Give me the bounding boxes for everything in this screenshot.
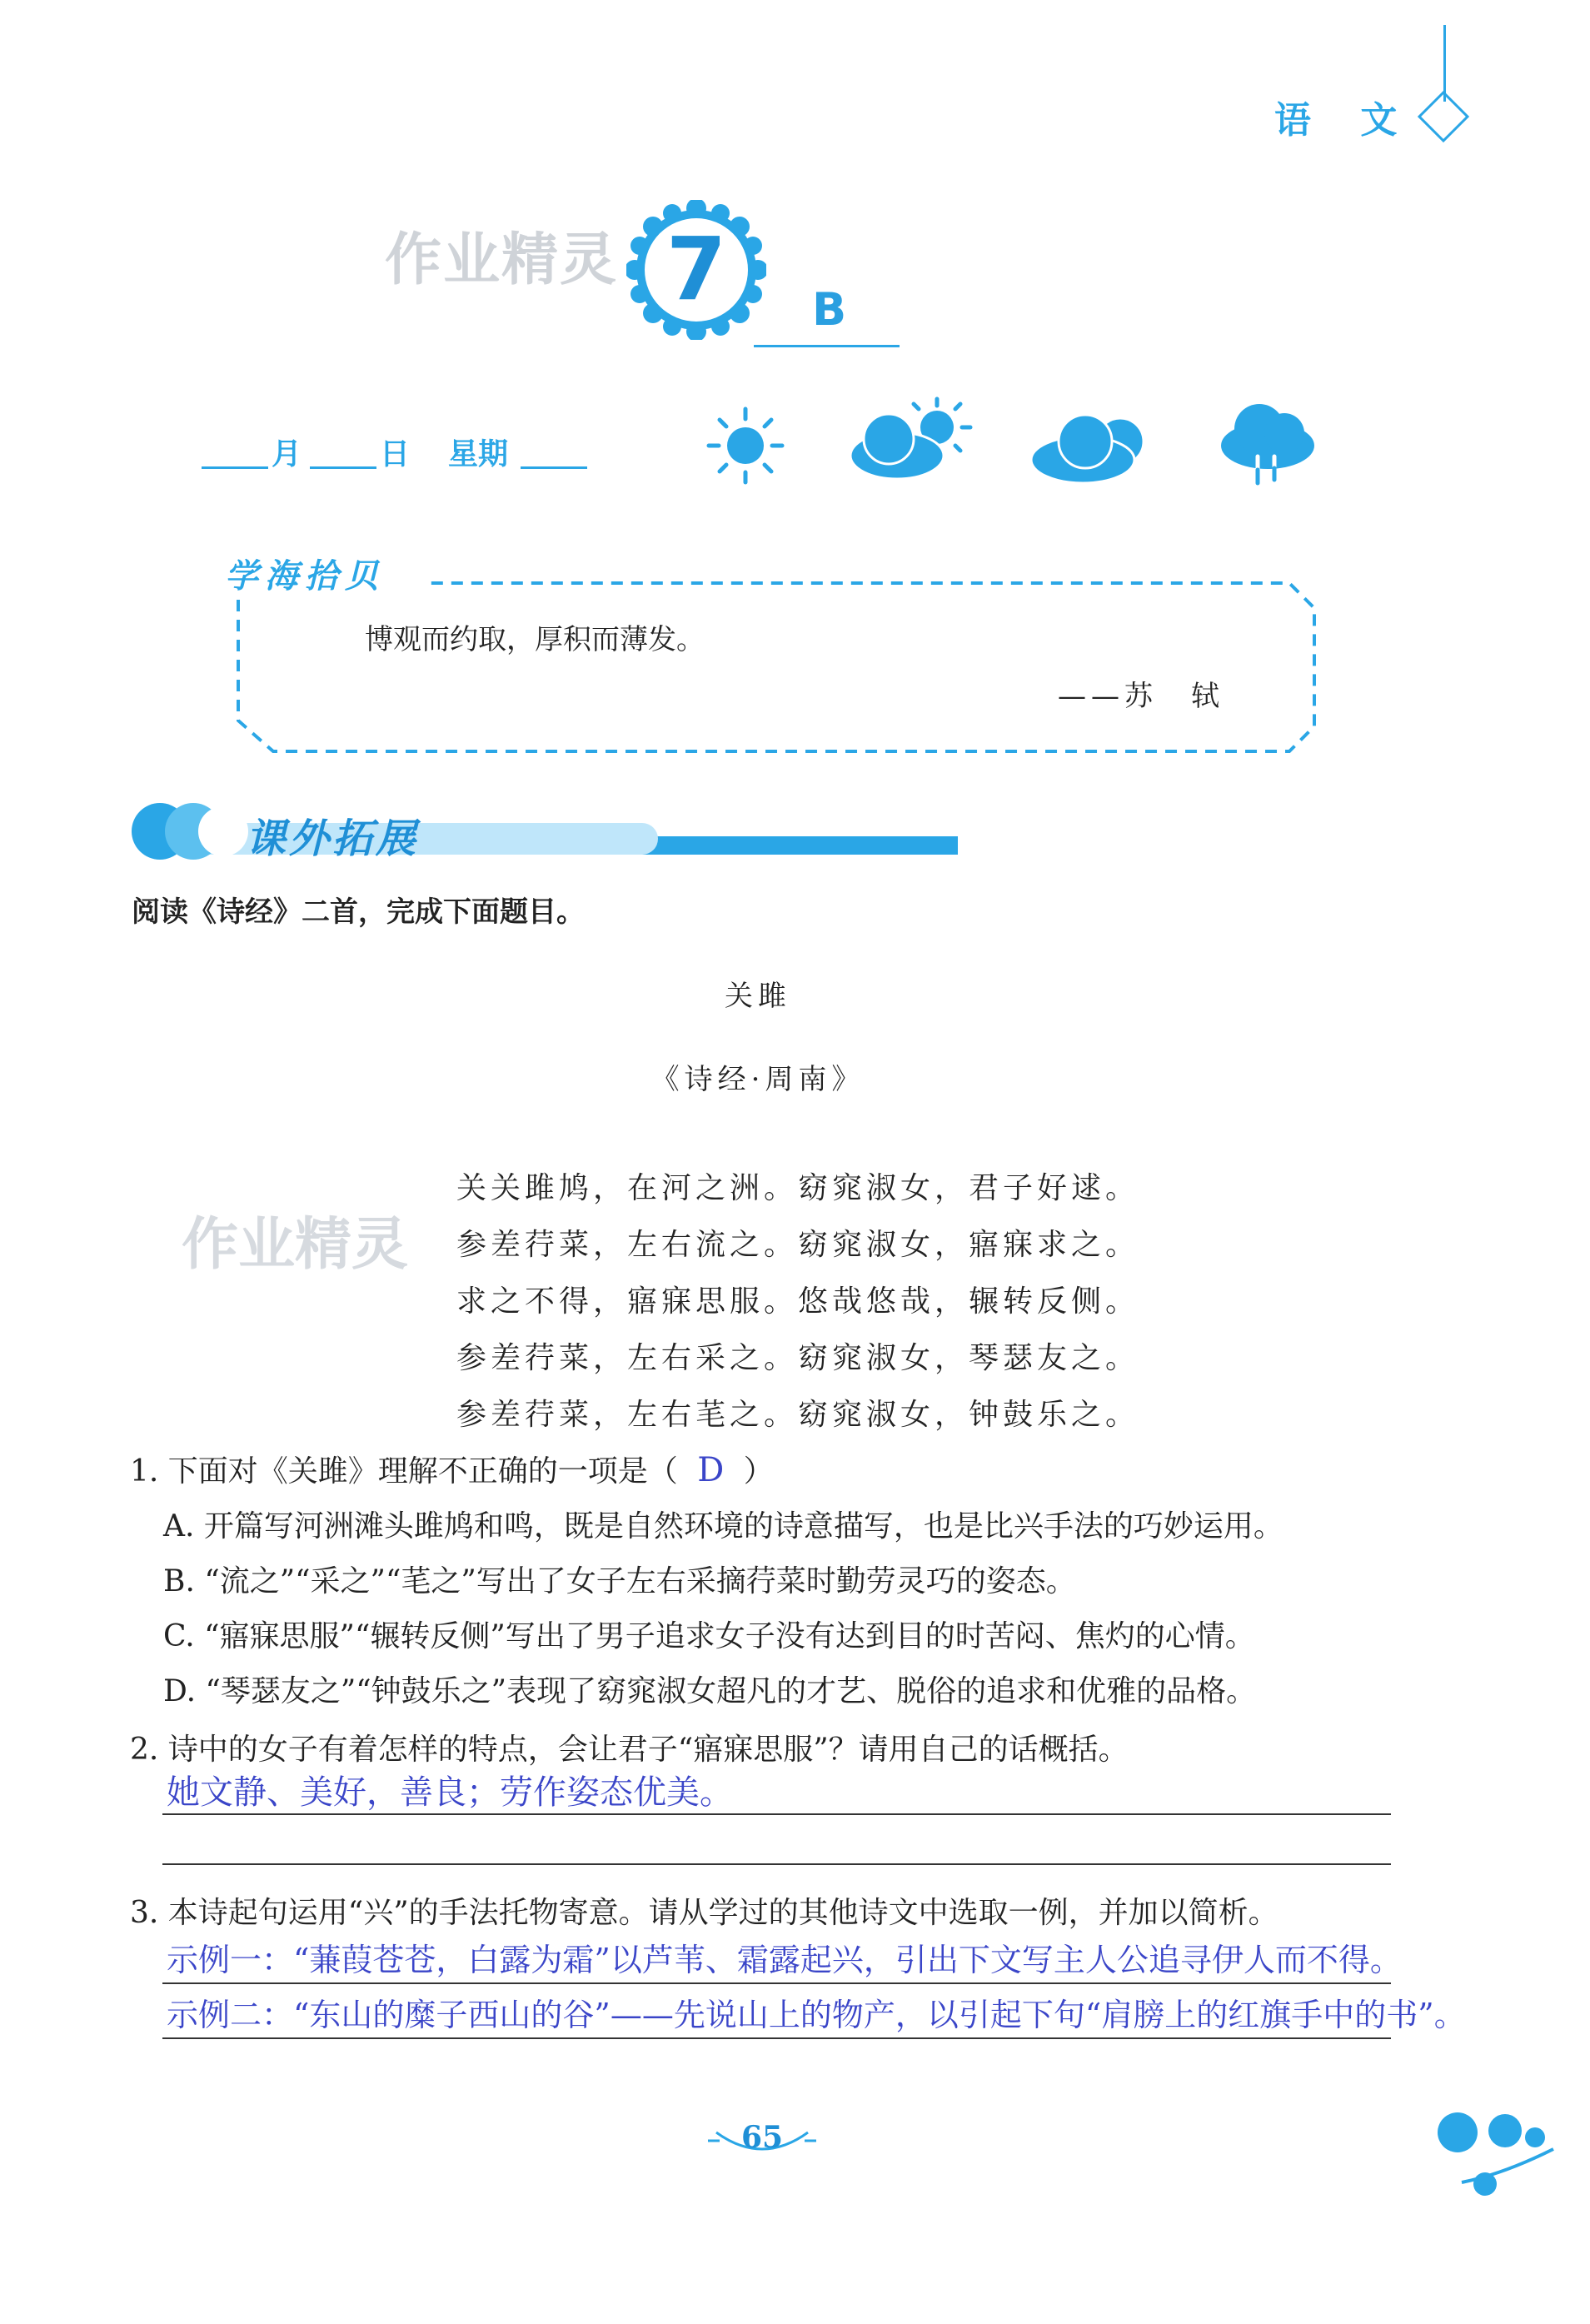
lesson-answer: B xyxy=(812,283,847,336)
answer-line xyxy=(162,1982,1391,1984)
poem-line: 参差荇菜，左右芼之。窈窕淑女，钟鼓乐之。 xyxy=(456,1398,1140,1432)
question-1 xyxy=(130,1448,774,1490)
question-1-answer[interactable]: D xyxy=(697,1451,725,1489)
poem-title: 关雎 xyxy=(725,980,791,1013)
quote-author: ——苏 轼 xyxy=(1058,680,1224,713)
answer-underline xyxy=(754,345,900,347)
poem-line: 参差荇菜，左右采之。窈窕淑女，琴瑟友之。 xyxy=(456,1341,1140,1375)
quote-box-title: 学海拾贝 xyxy=(217,550,393,597)
cloudy-icon[interactable] xyxy=(1029,408,1154,487)
question-1-option-c: C. “寤寐思服”“辗转反侧”写出了男子追求女子没有达到目的时苦闷、焦灼的心情。 xyxy=(163,1619,1255,1653)
month-label: 月 xyxy=(272,437,302,471)
sun-icon[interactable] xyxy=(704,404,787,487)
section-title: 课外拓展 xyxy=(246,815,420,862)
lesson-number: 7 xyxy=(665,218,727,320)
question-2-answer[interactable]: 她文静、美好，善良；劳作姿态优美。 xyxy=(167,1773,733,1812)
poem-line: 关关雎鸠，在河之洲。窈窕淑女，君子好逑。 xyxy=(456,1171,1140,1205)
poem-line: 求之不得，寤寐思服。悠哉悠哉，辗转反侧。 xyxy=(456,1284,1140,1319)
month-blank[interactable] xyxy=(202,466,268,469)
question-1-stem-end: ） xyxy=(743,1454,774,1489)
question-1-stem: 1. 下面对《关雎》理解不正确的一项是（ xyxy=(130,1454,678,1489)
weekday-blank[interactable] xyxy=(521,466,587,469)
answer-line xyxy=(162,1863,1391,1865)
question-1-option-d: D. “琴瑟友之”“钟鼓乐之”表现了窈窕淑女超凡的才艺、脱俗的追求和优雅的品格。 xyxy=(163,1674,1257,1708)
quote-box-border xyxy=(232,575,1323,758)
question-2-stem: 2. 诗中的女子有着怎样的特点，会让君子“寤寐思服”？请用自己的话概括。 xyxy=(130,1733,1129,1767)
question-3-answer-1[interactable]: 示例一：“蒹葭苍苍，白露为霜”以芦苇、霜露起兴，引出下文写主人公追寻伊人而不得。 xyxy=(167,1942,1402,1978)
day-blank[interactable] xyxy=(310,466,376,469)
watermark: 作业精灵 xyxy=(182,1212,409,1278)
rain-icon[interactable] xyxy=(1218,400,1318,491)
poem-line: 参差荇菜，左右流之。窈窕淑女，寤寐求之。 xyxy=(456,1228,1140,1262)
question-1-option-b: B. “流之”“采之”“芼之”写出了女子左右采摘荇菜时勤劳灵巧的姿态。 xyxy=(163,1564,1076,1598)
answer-line xyxy=(162,1813,1391,1815)
reading-instruction: 阅读《诗经》二首，完成下面题目。 xyxy=(132,895,585,929)
watermark: 作业精灵 xyxy=(385,227,619,293)
poem-source: 《诗经·周南》 xyxy=(650,1063,865,1096)
answer-line xyxy=(162,2037,1391,2039)
diamond-icon xyxy=(1418,91,1469,142)
question-1-option-a: A. 开篇写河洲滩头雎鸠和鸣，既是自然环境的诗意描写，也是比兴手法的巧妙运用。 xyxy=(163,1509,1283,1544)
question-3-answer-2[interactable]: 示例二：“东山的糜子西山的谷”——先说山上的物产，以引起下句“肩膀上的红旗手中的书”。 xyxy=(167,1997,1466,2033)
day-label: 日 xyxy=(380,437,411,471)
page-number: 65 xyxy=(740,2120,784,2155)
subject-label: 语 文 xyxy=(1274,99,1416,142)
quote-text: 博观而约取，厚积而薄发。 xyxy=(365,623,705,656)
question-3-stem: 3. 本诗起句运用“兴”的手法托物寄意。请从学过的其他诗文中选取一例，并加以简析。 xyxy=(130,1896,1278,1930)
decoration-dots-icon xyxy=(1428,2107,1562,2199)
weekday-label: 星期 xyxy=(448,437,509,471)
header-ornament-line xyxy=(1443,25,1446,102)
partly-cloudy-icon[interactable] xyxy=(845,396,979,487)
